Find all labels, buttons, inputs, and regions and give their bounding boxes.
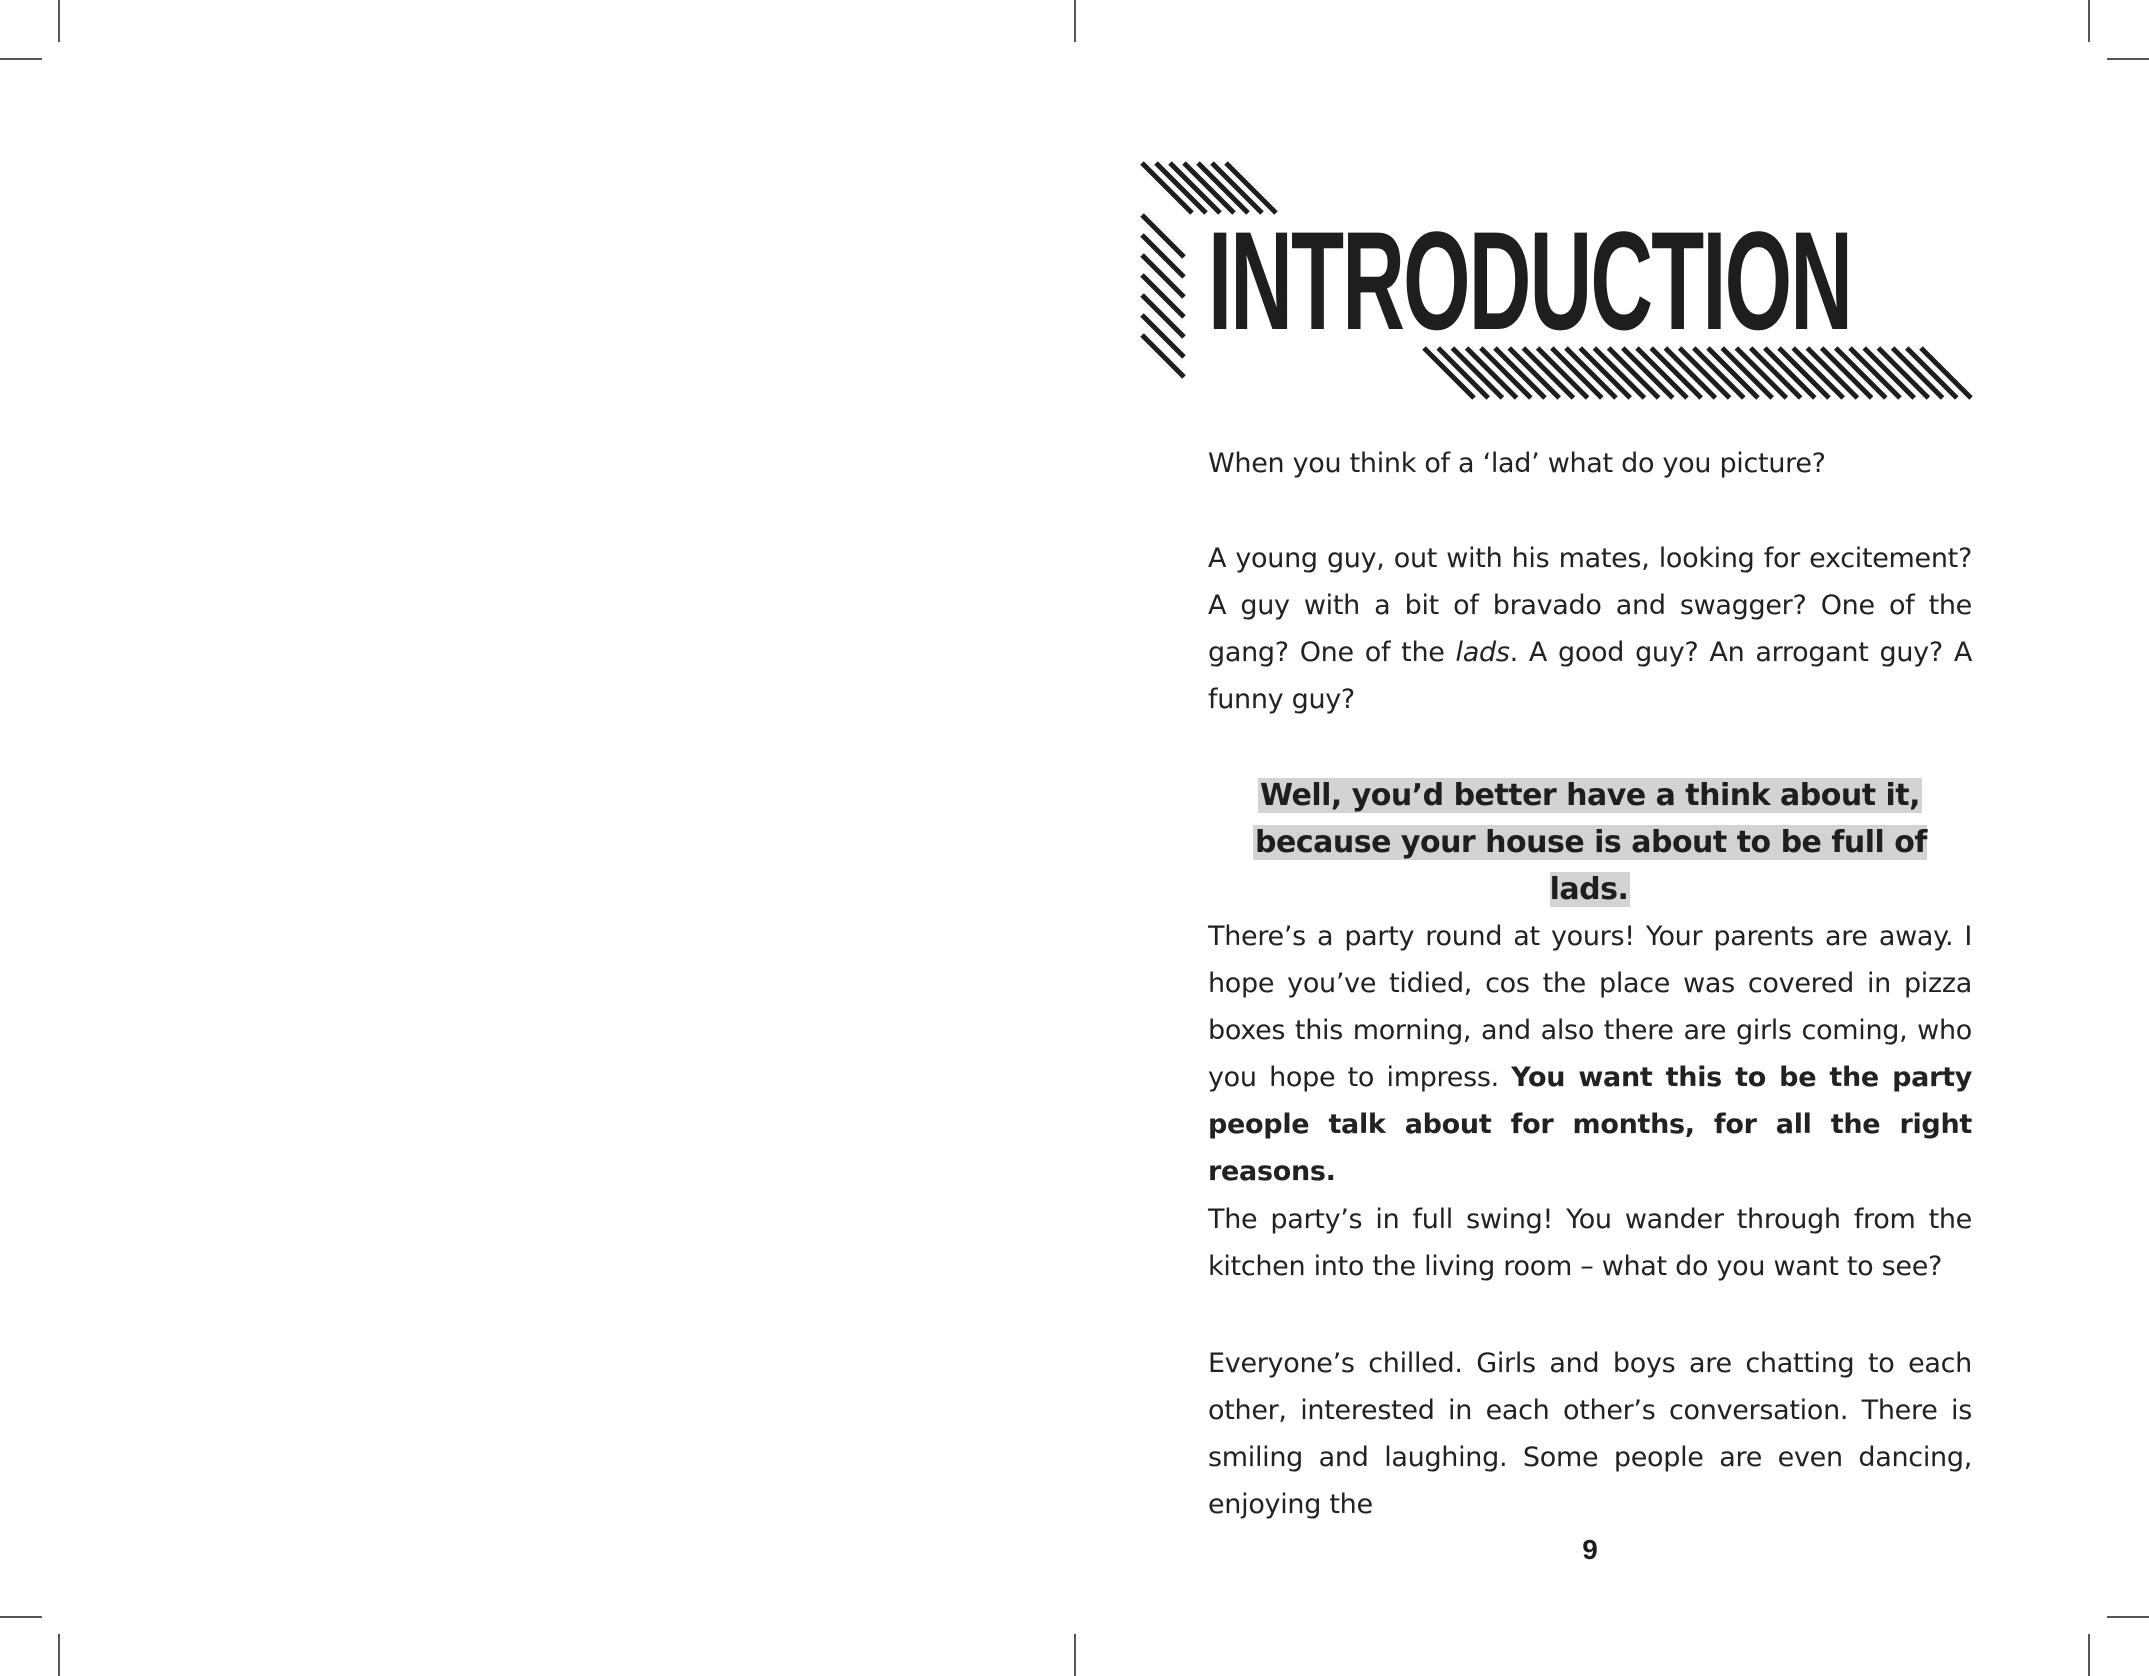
stripe (1142, 275, 1184, 317)
highlighted-callout (1208, 772, 1972, 913)
callout-line-2: because your house is about to be full of lads. (1255, 825, 1927, 907)
stripe (1142, 335, 1184, 377)
paragraph-2 (1208, 535, 1972, 723)
stripe (1142, 315, 1184, 357)
stripe (1142, 215, 1184, 257)
stripe (1142, 255, 1184, 297)
page-number: 9 (1582, 1534, 1598, 1565)
paragraph-3 (1208, 913, 1972, 1195)
paragraph-1-text: When you think of a ‘lad’ what do you picture? (1208, 448, 1826, 479)
paragraph-5-text: Everyone’s chilled. Girls and boys are chatting to each other, interested in each other’s conversation. There is smiling and laughing. Some people are even dancing, enjoying the (1208, 1348, 1972, 1520)
page-title: INTRODUCTION (1208, 202, 1852, 359)
paragraph-5 (1208, 1340, 1972, 1528)
stripe (1142, 235, 1184, 277)
paragraph-2-text-b: . A good guy? An arrogant guy? A funny guy? (1208, 637, 1972, 715)
paragraph-3-text: There’s a party round at yours! Your parents are away. I hope you’ve tidied, cos the place was covered in pizza boxes this morning, and also there are girls coming, who you hope to impress. (1208, 921, 1972, 1093)
paragraph-4 (1208, 1196, 1972, 1290)
paragraph-2-text-a: A young guy, out with his mates, looking for excitement? A guy with a bit of bravado and swagger? One of the gang? One of the (1208, 543, 1972, 668)
paragraph-1 (1208, 440, 1972, 487)
paragraph-4-text: The party’s in full swing! You wander through from the kitchen into the living room – what do you want to see? (1208, 1204, 1972, 1282)
callout-line-1: Well, you’d better have a think about it, (1259, 778, 1921, 813)
paragraph-3-bold-text: You want this to be the party people talk about for months, for all the right reasons. (1208, 1062, 1972, 1187)
stripe (1142, 295, 1184, 337)
paragraph-2-emphasis: lads (1455, 637, 1510, 668)
